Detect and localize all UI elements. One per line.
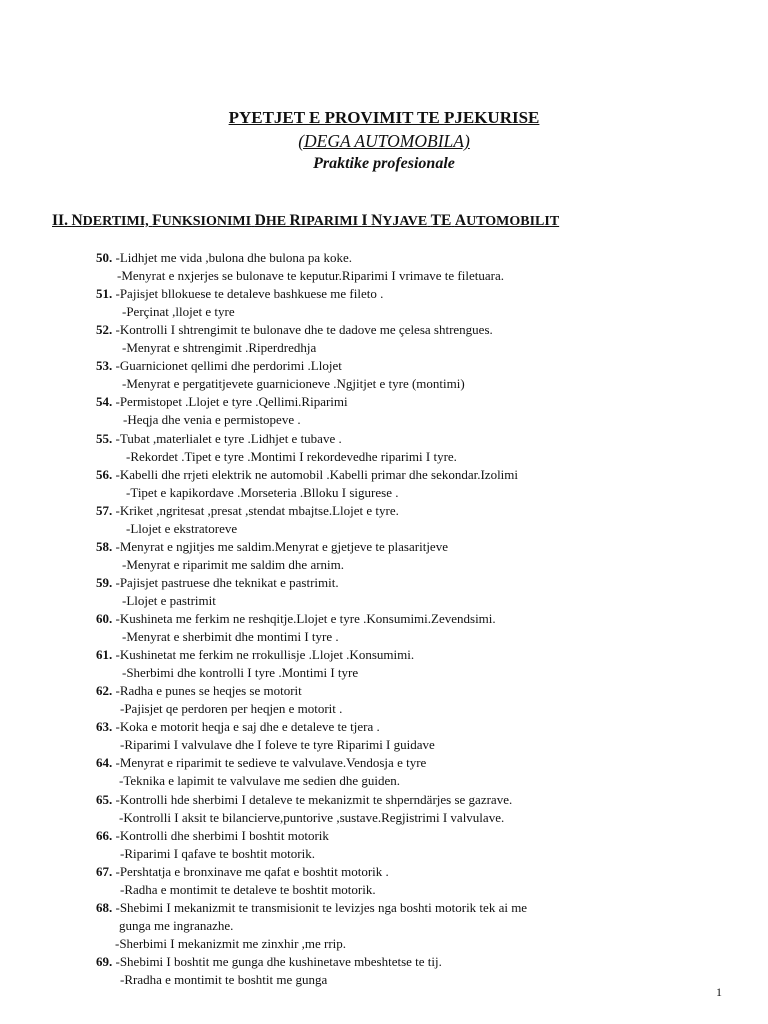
question-line: [96, 393, 348, 410]
question-number: 63.: [96, 719, 113, 735]
question-subline: -Tipet e kapikordave .Morseteria .Blloku I sigurese .: [126, 484, 399, 500]
question-number: 55.: [96, 430, 113, 446]
question-line: [96, 899, 527, 916]
question-number: 52.: [96, 322, 113, 338]
question-line: [96, 538, 448, 555]
question-line: [96, 466, 518, 483]
question-subline: -Menyrat e nxjerjes se bulonave te keputur.Riparimi I vrimave te filetuara.: [117, 268, 504, 284]
section-heading-word: NDERTIMI,: [71, 212, 149, 229]
question-line: [96, 321, 493, 338]
question-subline: -Radha e montimit te detaleve te boshtit motorik.: [120, 881, 376, 897]
question-subline: -Teknika e lapimit te valvulave me sedien dhe guiden.: [119, 773, 401, 789]
question-text: -Pajisjet bllokuese te detaleve bashkuese me fileto .: [112, 286, 384, 302]
section-heading-word: RIPARIMI: [289, 212, 359, 229]
question-line: [96, 285, 383, 302]
question-line: [96, 827, 329, 844]
question-line: [96, 682, 302, 699]
question-line: [96, 646, 414, 663]
question-subline: -Rradha e montimit te boshtit me gunga: [120, 972, 328, 987]
section-heading-word: I: [361, 212, 368, 229]
question-subline: -Riparimi I valvulave dhe I foleve te tyre Riparimi I guidave: [120, 737, 435, 753]
question-subline: -Menyrat e pergatitjevete guarnicioneve .Ngjitjet e tyre (montimi): [122, 376, 465, 392]
question-line: [96, 357, 342, 374]
question-subline: -Pajisjet qe perdoren per heqjen e motorit .: [120, 701, 343, 717]
section-heading: [52, 212, 672, 231]
question-number: 68.: [96, 899, 113, 915]
question-line: [96, 502, 399, 519]
question-number: 66.: [96, 827, 113, 843]
question-number: 69.: [96, 953, 113, 969]
section-heading-word: FUNKSIONIMI: [152, 212, 252, 229]
question-subline: -Menyrat e riparimit me saldim dhe arnim.: [122, 556, 345, 572]
question-text: -Pajisjet pastruese dhe teknikat e pastrimit.: [112, 574, 339, 590]
page-title: PYETJET E PROVIMIT TE PJEKURISE: [228, 108, 540, 127]
question-number: 60.: [96, 611, 113, 626]
page-number: 1: [716, 985, 722, 999]
question-number: 56.: [96, 466, 113, 482]
question-number: 67.: [96, 863, 113, 879]
question-number: 61.: [96, 647, 113, 663]
question-subline: -Perçinat ,llojet e tyre: [122, 304, 235, 320]
question-text: -Kabelli dhe rrjeti elektrik ne automobil .Kabelli primar dhe sekondar.Izolimi: [112, 466, 519, 482]
question-line: [96, 718, 380, 735]
question-line: [96, 754, 426, 771]
question-text: -Pershtatja e bronxinave me qafat e boshtit motorik .: [112, 863, 389, 879]
question-number: 62.: [96, 683, 113, 699]
section-heading-word: AUTOMOBILIT: [454, 212, 560, 229]
page-subtitle: Praktike profesionale: [313, 155, 455, 172]
question-subline: -Llojet e pastrimit: [122, 592, 216, 608]
section-heading-word: TE: [430, 212, 452, 229]
question-text: -Kontrolli hde sherbimi I detaleve te mekanizmit te shperndärjes se gazrave.: [112, 791, 513, 807]
question-number: 50.: [96, 250, 113, 265]
question-line: [96, 791, 512, 808]
question-subline: -Rekordet .Tipet e tyre .Montimi I rekordevedhe riparimi I tyre.: [126, 448, 457, 464]
question-text: -Koka e motorit heqja e saj dhe e detaleve te tjera .: [112, 719, 380, 735]
question-subline: -Sherbimi dhe kontrolli I tyre .Montimi I tyre: [122, 665, 359, 681]
question-line: [96, 863, 389, 880]
question-line: [96, 610, 496, 627]
question-text: -Lidhjet me vida ,bulona dhe bulona pa koke.: [112, 250, 352, 265]
question-text: -Permistopet .Llojet e tyre .Qellimi.Riparimi: [112, 394, 348, 410]
question-line: [96, 574, 339, 591]
section-heading-word: NYJAVE: [371, 212, 428, 229]
question-text: -Menyrat e riparimit te sedieve te valvulave.Vendosja e tyre: [112, 755, 427, 771]
section-heading-word: II.: [52, 212, 68, 229]
question-text: -Menyrat e ngjitjes me saldim.Menyrat e gjetjeve te plasaritjeve: [112, 538, 448, 554]
question-subline: -Kontrolli I aksit te bilancierve,puntorive ,sustave.Regjistrimi I valvulave.: [119, 809, 505, 825]
question-subline: -Heqja dhe venia e permistopeve .: [123, 412, 301, 428]
question-number: 58.: [96, 538, 113, 554]
question-subline: -Riparimi I qafave te boshtit motorik.: [120, 845, 315, 861]
department-title: (DEGA AUTOMOBILA): [298, 131, 470, 151]
question-text: -Radha e punes se heqjes se motorit: [112, 683, 302, 699]
question-number: 65.: [96, 791, 113, 807]
question-subline: -Menyrat e sherbimit dhe montimi I tyre .: [122, 629, 339, 645]
question-line: [96, 430, 342, 447]
question-subline: -Llojet e ekstratoreve: [126, 520, 238, 536]
question-line: [96, 953, 442, 970]
question-number: 64.: [96, 755, 113, 771]
question-number: 57.: [96, 502, 113, 518]
question-text: -Kushinetat me ferkim ne rrokullisje .Llojet .Konsumimi.: [112, 647, 415, 663]
question-subline: -Menyrat e shtrengimit .Riperdredhja: [122, 340, 317, 356]
question-text: -Kontrolli dhe sherbimi I boshtit motorik: [112, 827, 329, 843]
question-subline: -Sherbimi I mekanizmit me zinxhir ,me rrip.: [115, 935, 347, 951]
question-number: 51.: [96, 286, 113, 302]
question-number: 53.: [96, 358, 113, 374]
question-subline: gunga me ingranazhe.: [119, 917, 234, 933]
section-heading-word: DHE: [254, 212, 287, 229]
question-text: -Shebimi I mekanizmit te transmisionit te levizjes nga boshti motorik tek ai me: [112, 899, 528, 915]
question-text: -Guarnicionet qellimi dhe perdorimi .Llojet: [112, 358, 342, 374]
question-text: -Kriket ,ngritesat ,presat ,stendat mbajtse.Llojet e tyre.: [112, 502, 399, 518]
question-number: 59.: [96, 574, 113, 590]
question-text: -Tubat ,materlialet e tyre .Lidhjet e tubave .: [112, 430, 342, 446]
question-text: -Kontrolli I shtrengimit te bulonave dhe te dadove me çelesa shtrengues.: [112, 322, 493, 338]
question-text: -Kushineta me ferkim ne reshqitje.Llojet e tyre .Konsumimi.Zevendsimi.: [112, 611, 496, 626]
question-line: [96, 249, 352, 266]
question-number: 54.: [96, 394, 113, 410]
question-text: -Shebimi I boshtit me gunga dhe kushinetave mbeshtetse te tij.: [112, 953, 442, 969]
